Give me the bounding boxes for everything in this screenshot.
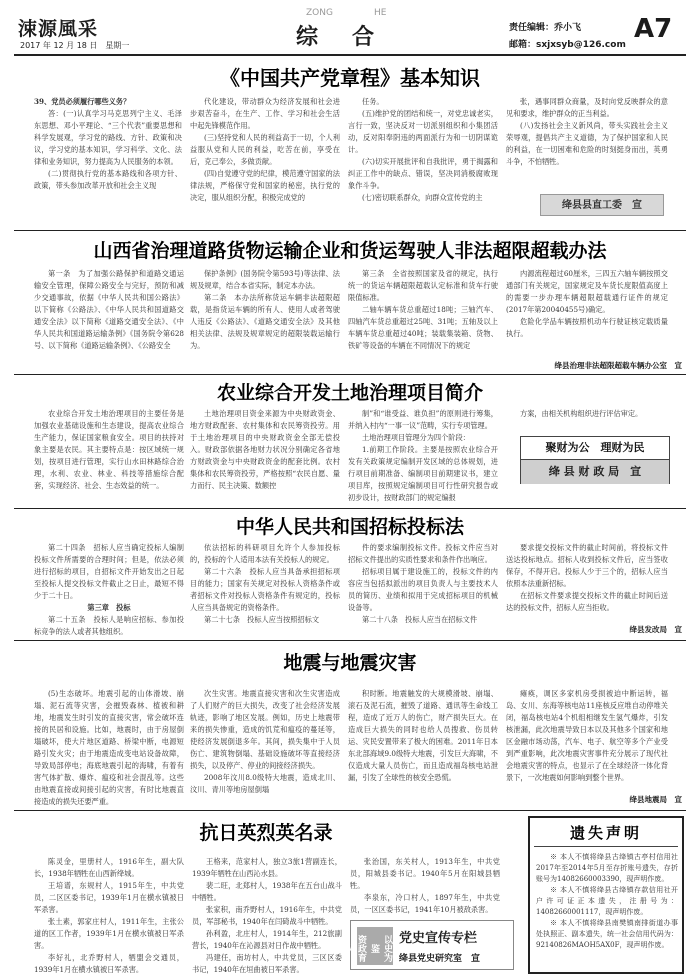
article-column-3 xyxy=(348,96,498,226)
paragraph: 要求提交投标文件的截止时间前，将投标文件送达投标地点。招标人收到投标文件后，应当签收保存，不得开启。投标人少于三个的，招标人应当依照本法重新招标。 xyxy=(506,543,668,588)
paragraph: 第一条 为了加强公路保护和道路交通运输安全管理，保障公路安全与完好，预防和减少交通事故，依据《中华人民共和国公路法》以下简称《公路法》、《中华人民共和国道路交通安全法》以下简称《道路交通安全法》、《中华人民共和国道路运输条例》《国务院令第628号、以下简称《道路运输条例》、《公路安全 xyxy=(34,269,184,350)
paragraph: (三)坚持党和人民的利益高于一切，个人利益服从党和人民的利益，吃苦在前，享受在后，克己奉公，多做贡献。 xyxy=(190,133,340,166)
paragraph: 危险化学品车辆按照机动车行驶证核定载质量执行。 xyxy=(506,317,668,338)
history-seal xyxy=(343,927,393,965)
notice-title-rule xyxy=(534,846,678,847)
newspaper-name: 涑源風采 xyxy=(18,18,99,40)
paragraph: 积时断。地震触发的大规模滑坡、崩塌、滚石及泥石流，摧毁了道路、通讯等生命线工程，造成了近万人的伤亡，财产损失巨大。在造成巨大损失的同时也给人员搜救、伤员转运、灾民安置带来了极大的困难。2011年日本东北部海域9.0级特大地震，引发巨大海啸，不仅造成大量人员伤亡，而且造成福岛核电站泄漏，引发了全球性的核安全恐慌。 xyxy=(348,689,498,782)
issue-date: 2017 年 12 月 18 日 星期一 xyxy=(20,41,130,50)
ad-title: 党史宣传专栏 xyxy=(399,931,478,946)
notice-item: ※ 本人不慎将绛县南樊镇南排街道办事处执照正、副本遗失，统一社会信用代码为：92140826MAOH5AX0F，现声明作废。 xyxy=(536,919,678,949)
paragraph: (八)发扬社会主义新风尚，带头实践社会主义荣辱观，提倡共产主义道德，为了保护国家和人民的利益，在一切困难和危险的时刻挺身而出，英勇斗争，不怕牺牲。 xyxy=(506,121,668,166)
paragraph: 张治国，东关村人，1913年生，中共党员，阳城县委书记。1940年5月在阳城县牺牲。 xyxy=(350,857,500,890)
ad-org: 绛县党史研究室 宣 xyxy=(399,954,481,964)
masthead-rule xyxy=(14,54,686,56)
section-title: 综 合 xyxy=(296,25,381,50)
article-title: 抗日英烈英名录 xyxy=(199,822,333,844)
seal-text: 资政育人 xyxy=(343,935,366,962)
party-history-ad xyxy=(343,920,514,970)
paragraph: (五)维护党的团结和统一，对党忠诚老实，言行一致，坚决反对一切派别组织和小集团活动，反对阳奉阴违的两面派行为和一切阴谋诡计。 xyxy=(348,109,498,154)
article-column-2 xyxy=(190,408,340,502)
article-column-3 xyxy=(348,688,498,806)
article-column-4 xyxy=(506,408,668,422)
notice-body xyxy=(536,852,678,970)
page-number: A7 xyxy=(634,14,673,44)
paragraph: 在招标文件要求提交投标文件的截止时间后送达的投标文件，招标人应当拒收。 xyxy=(506,591,668,612)
paragraph: (四)自觉遵守党的纪律，模范遵守国家的法律法规，严格保守党和国家的秘密，执行党的决定，服从组织分配，积极完成党的 xyxy=(190,169,340,202)
paragraph: 张土素，郭家庄村人，1911年生，主张公道的区工作者，1939年1月在横水镇被日军杀害。 xyxy=(34,917,184,950)
paragraph: 农业综合开发土地治理项目的主要任务是加强农业基础设施和生态建设，提高农业综合生产能力，保证国家粮食安全。项目的扶持对象主要是农民。其主要特点是：按区域统一规划，按项目进行管理，实行山水田林路综合治理，水利、农业、林业、科技等措施综合配套，实现经济、社会、生态效益的统一。 xyxy=(34,409,184,490)
article-column-1 xyxy=(34,408,184,502)
paragraph: 张，遇事同群众商量，及时向党反映群众的意见和要求，维护群众的正当利益。 xyxy=(506,97,668,118)
article-column-2 xyxy=(190,542,340,638)
article-column-2 xyxy=(192,856,342,974)
paragraph: 任务。 xyxy=(362,97,384,106)
section-divider xyxy=(14,810,686,811)
article-column-1 xyxy=(34,856,184,974)
sponsor-stamp: 绛县县直工委 宣 xyxy=(540,194,664,216)
chapter-heading: 第三章 投标 xyxy=(87,603,131,612)
paragraph: 保护条例》(国务院令第593号)等法律、法规及规章，结合本省实际，制定本办法。 xyxy=(190,269,340,290)
article-column-2 xyxy=(190,688,340,806)
paragraph: 冯建任，南坊村人，中共党员，三区区委书记，1940年在垣曲被日军杀害。 xyxy=(192,953,342,974)
article-column-4 xyxy=(506,688,668,790)
paragraph: 第二十八条 投标人应当在招标文件 xyxy=(362,615,478,624)
paragraph: 第三条 全省按照国家及省的规定，执行统一的货运车辆超限超载认定标准和货车行驶限值标准。 xyxy=(348,269,498,302)
paragraph: 1.前期工作阶段。主要是按照农业综合开发有关政策规定编制开发区域的总体规划，进行项目前期准备、编制项目前期建议书，建立项目库，按照规定编制项目可行性研究报告或初步设计，按财政部门的规定编报 xyxy=(348,445,498,502)
paragraph: 39、党员必须履行哪些义务？ xyxy=(34,97,131,106)
article-title: 农业综合开发土地治理项目简介 xyxy=(216,382,483,404)
paragraph: 二轴车辆车货总重超过18吨；三轴汽车、四轴汽车货总重超过25吨、31吨；五轴及以上车辆车货总重超过40吨；装载集装箱、货物、铁矿等设备的车辆在不同情况下的规定 xyxy=(348,305,498,350)
paragraph: 土地治理项目管理分为四个阶段： xyxy=(362,433,470,442)
paragraph: 张家积，南乔野村人，1916年生，中共党员，军部秘书，1940年在闫碕战斗中牺牲。 xyxy=(192,905,342,926)
article-title: 《中国共产党章程》基本知识 xyxy=(220,66,480,90)
article-column-4 xyxy=(506,268,668,348)
article-column-4 xyxy=(506,542,668,620)
paragraph: (六)切实开展批评和自我批评，勇于揭露和纠正工作中的缺点、错误，坚决同消极腐败现象作斗争。 xyxy=(348,157,498,190)
article-column-4 xyxy=(506,96,668,182)
sponsor-stamp: 绛县地震局 宣 xyxy=(629,795,682,804)
paragraph: 内源流程超过60厘米，三四五六轴车辆按照交通部门有关规定，国家规定及车货长度限值高度上的需要一步办理车辆超限超载通行证件的规定(2017年第20040455号)确定。 xyxy=(506,269,668,314)
editor-line: 责任编辑：乔小飞 xyxy=(509,23,582,33)
paragraph: (二)贯彻执行党的基本路线和各项方针、政策，带头参加改革开放和社会主义现 xyxy=(34,169,182,190)
paragraph: 第二条 本办法所称货运车辆非法超限超载，是指货运车辆的所有人、使用人或者驾驶人违反《公路法》、《道路交通安全法》及其他相关法律、法规及规章规定的超限装载运输行为。 xyxy=(190,293,340,350)
paragraph: (5)生态破坏。地震引起的山体滑坡、崩塌、泥石流等灾害，会摧毁森林、植被和耕地，地震发生时引发的直接灾害，常会破坏连接的民居和设施。比如，地震时，由于房屋倒塌破坏，使大片地区道路、桥梁中断，电源短路引发火灾；由于地震造成变电站设备故障，导致局部停电；海底地震引起的海啸，有着有害气体扩散、爆炸、瘟疫和社会混乱等。这些由地震直接或间接引起的灾害，有时比地震直接造成的损失还要严重。 xyxy=(34,689,184,806)
article-column-2 xyxy=(190,268,340,372)
seal-text: 以史为鉴 xyxy=(369,935,392,962)
paragraph: 第二十六条 投标人应当具备承担招标项目的能力；国家有关规定对投标人资格条件或者招标文件对投标人资格条件有规定的，投标人应当具备规定的资格条件。 xyxy=(190,567,340,612)
article-column-3 xyxy=(350,856,500,916)
notice-title: 遗失声明 xyxy=(569,824,642,842)
paragraph: 答：(一)认真学习马克思列宁主义、毛泽东思想、邓小平理论、“三个代表”重要思想和科学发展观，学习党的路线、方针、政策和决议，学习党的基本知识，学习科学、文化、法律和业务知识，努力提高为人民服务的本领。 xyxy=(34,109,182,166)
paragraph: 第二十五条 投标人是响应招标、参加投标竞争的法人或者其他组织。 xyxy=(34,615,184,636)
article-column-3 xyxy=(348,408,498,502)
email-line: 邮箱：sxjxsyb@126.com xyxy=(509,40,626,50)
sponsor-stamp: 绛县治理非法超限超载车辆办公室 宣 xyxy=(554,361,682,370)
article-column-2 xyxy=(190,96,340,226)
paragraph: 制”和“谁受益、谁负担”的原则进行筹集，并纳入村内“一事一议”范畴，实行专项管理。 xyxy=(348,409,498,430)
section-pinyin-2: HE xyxy=(374,8,387,18)
article-column-1 xyxy=(34,96,182,226)
lost-notice-box xyxy=(528,816,684,974)
section-divider xyxy=(14,374,686,375)
article-column-1 xyxy=(34,542,184,638)
paragraph: 瘫痪，调区多家机房受损被迫中断运转，福岛、女川、东海等核电站11座核反应堆自动停堆关闭，福岛核电站4个机组相继发生氢气爆炸，引发核泄漏，此次地震导致日本以及其他多个国家和地区金融市场动荡，汽车、电子、航空等多个产业受到严重影响，此次地震灾害事件充分展示了现代社会地震灾害的特点，也显示了在全球经济一体化背景下，一次地震如何影响到整个世界。 xyxy=(506,689,668,782)
article-column-1 xyxy=(34,268,184,372)
paragraph: 王培谱，东规村人，1915年生，中共党员，二区区委书记，1939年1月在横水镇被日军杀害。 xyxy=(34,881,184,914)
article-column-3 xyxy=(348,268,498,372)
paragraph: 招标项目属于建设施工的，投标文件的内容应当包括拟派出的项目负责人与主要技术人员的简历、业绩和拟用于完成招标项目的机械设备等。 xyxy=(348,567,498,612)
paragraph: 陈灵金，里册村人，1916年生，副大队长，1938年牺牲在山西新绛城。 xyxy=(34,857,184,878)
ad-org: 绛 县 财 政 局 宣 xyxy=(521,460,669,484)
paragraph: 代化建设，带动群众为经济发展和社会进步艰苦奋斗，在生产、工作、学习和社会生活中起先锋模范作用。 xyxy=(190,97,340,130)
paragraph: 李泉东，冷口村人，1897年生，中共党员，一区区委书记，1941年10月被敌杀害。 xyxy=(350,893,500,914)
article-column-1 xyxy=(34,688,184,806)
section-pinyin-1: ZONG xyxy=(306,8,333,18)
section-divider xyxy=(14,640,686,641)
notice-item: ※ 本人不慎将绛县古绛镇存款信用社开户许可证正本遗失，注册号为：14082660001117，现声明作废。 xyxy=(536,886,678,916)
paragraph: 次生灾害。地震直接灾害和次生灾害造成了人们财产的巨大损失，改变了社会经济发展轨迹，影响了地区发展。例如，历史上地震带来的损失惨重，造成的饥荒和瘟疫的蔓延等，使经济发展倒退多年。其间，损失集中于人员伤亡、建筑物倒塌、基础设施破坏等直接经济损失，以及停产、停业的间接经济损失。 xyxy=(190,689,340,770)
paragraph: 2008年汶川8.0级特大地震，造成北川、汶川、青川等地房屋倒塌 xyxy=(190,773,340,794)
notice-item: ※ 本人不慎将绛县古绛镇古亭村信用社2017年至2014年5月至存折账号遗失，存折账号为14082660003390，现声明作废。 xyxy=(536,853,678,883)
paragraph: 第二十四条 招标人应当确定投标人编制投标文件所需要的合理时间；但是，依法必须进行招标的项目，自招标文件开始发出之日起至投标人提交投标文件截止之日止，最短不得少于二十日。 xyxy=(34,543,184,600)
article-title: 地震与地震灾害 xyxy=(283,652,417,674)
paragraph: 李好礼，北乔野村人，牺盟会交通员，1939年1月在横水镇被日军杀害。 xyxy=(34,953,184,974)
article-title: 山西省治理道路货物运输企业和货运驾驶人非法超限超载办法 xyxy=(93,240,607,262)
article-column-3 xyxy=(348,542,498,638)
paragraph: 土地治理项目资金来源为中央财政资金、地方财政配套、农村集体和农民筹资投劳。用于土地治理项目的中央财政资金全部无偿投入。财政部依据各地财力状况分别确定各省地方财政资金与中央财政资金的配套比例。农村集体和农民筹资投劳，严格按照“农民自愿、量力而行、民主决策、数额控 xyxy=(190,409,340,490)
finance-bureau-ad xyxy=(520,436,670,484)
paragraph: 孙利盈，北庄村人，1914年生，212旅副营长，1940年在沁源县对日作战中牺牲。 xyxy=(192,929,342,950)
sponsor-stamp: 绛县发改局 宣 xyxy=(629,625,682,634)
paragraph: 方案，由相关机构组织进行评估审定。 xyxy=(520,409,643,418)
paragraph: 王格来，范家村人，独立3旅1营副连长，1939年牺牲在山西沁水县。 xyxy=(192,857,342,878)
section-divider xyxy=(14,508,686,509)
article-title: 中华人民共和国招标投标法 xyxy=(235,516,464,538)
paragraph: (七)密切联系群众，向群众宣传党的主 xyxy=(362,193,483,202)
paragraph: 件的要求编制投标文件。投标文件应当对招标文件提出的实质性要求和条件作出响应。 xyxy=(348,543,498,564)
paragraph: 裴二旺，北郑村人，1938年在五台山战斗中牺牲。 xyxy=(192,881,342,902)
paragraph: 依法招标的科研项目允许个人参加投标的，投标的个人适用本法有关投标人的规定。 xyxy=(190,543,340,564)
paragraph: 第二十七条 投标人应当按照招标文 xyxy=(204,615,320,624)
ad-slogan: 聚财为公 理财为民 xyxy=(521,437,669,460)
section-divider xyxy=(14,230,686,231)
